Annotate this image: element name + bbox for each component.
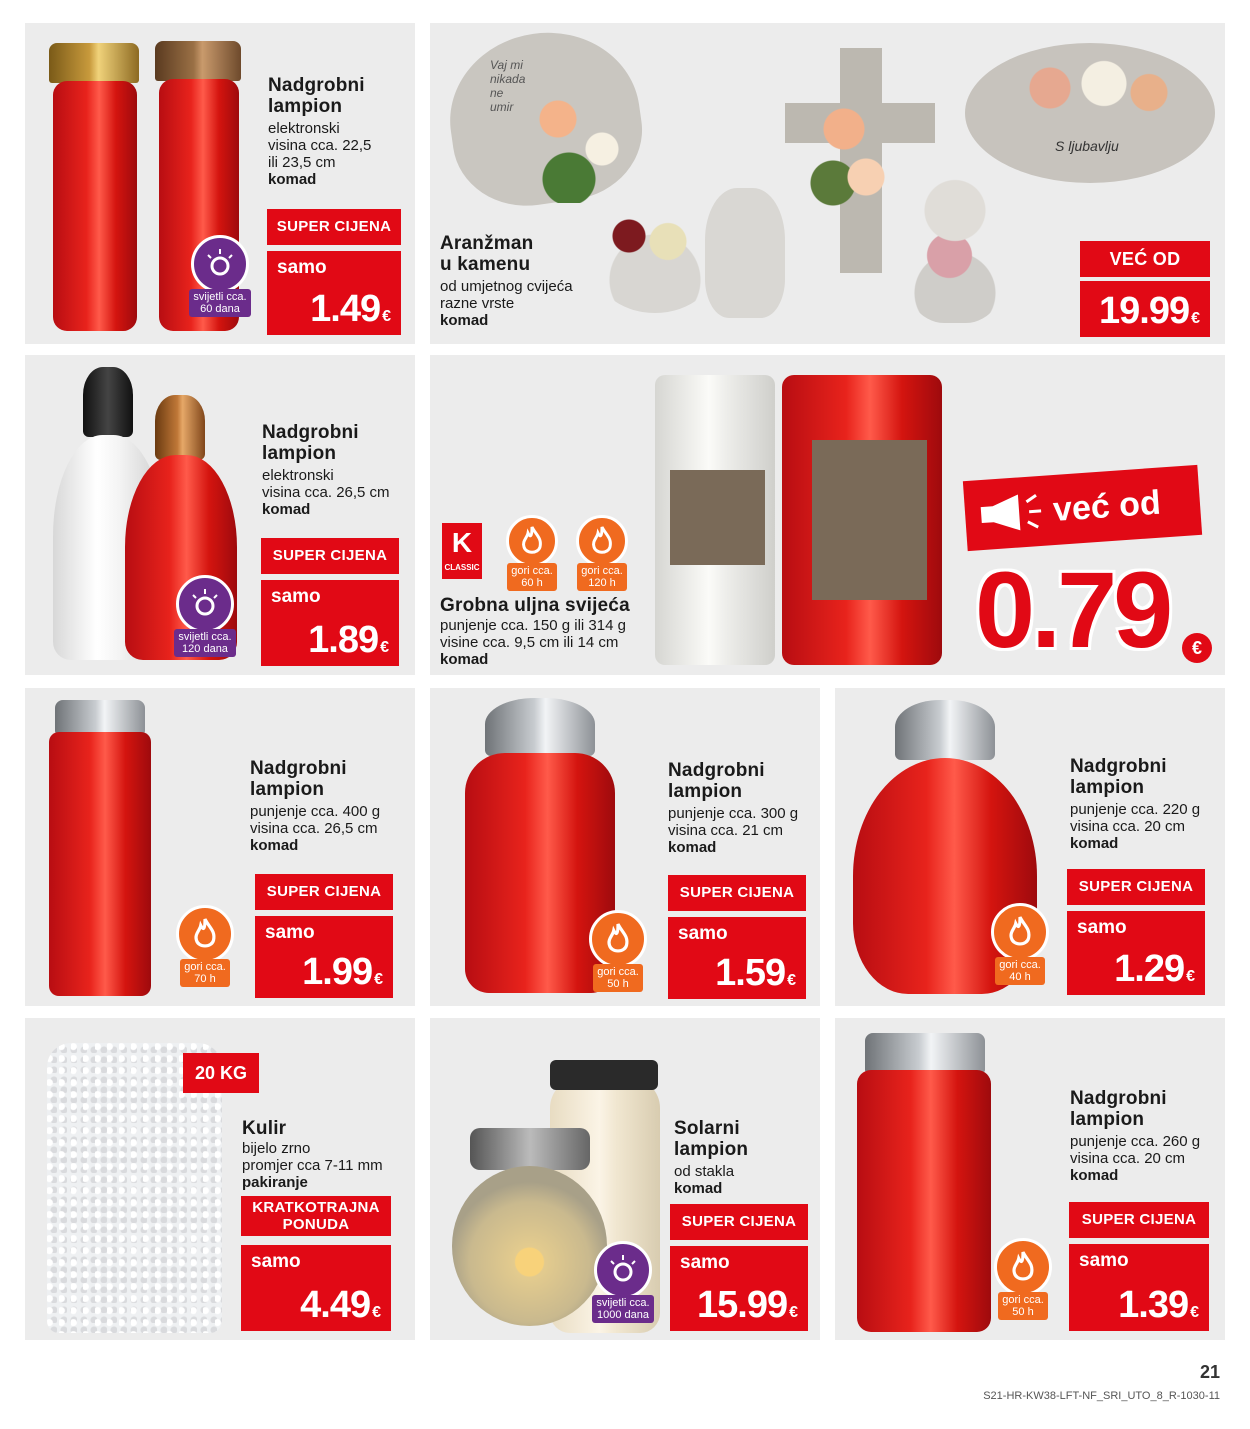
price-box: samo 1.89 € — [261, 580, 399, 666]
product-card-lampion-elektronski-1[interactable] — [25, 23, 415, 344]
price-value: 1.89 — [308, 619, 379, 661]
product-card-kulir[interactable] — [25, 1018, 415, 1340]
price-box: samo 15.99 € — [670, 1246, 808, 1331]
product-description: od stakla komad — [674, 1163, 735, 1197]
super-cijena-badge: SUPER CIJENA — [668, 875, 806, 911]
price-box: 19.99 € — [1080, 281, 1210, 337]
price-value: 1.49 — [310, 288, 381, 330]
angel-decoration — [705, 188, 785, 318]
product-description: punjenje cca. 220 g visina cca. 20 cm komad — [1070, 801, 1201, 852]
light-duration-badge: svijetli cca. 1000 dana — [578, 1241, 668, 1323]
candle-label-brown — [670, 470, 765, 565]
burn-duration-badge-60h: gori cca. 60 h — [492, 515, 572, 591]
product-title: Kulir — [242, 1118, 287, 1139]
price-box: samo 4.49 € — [241, 1245, 391, 1331]
burn-duration-badge: gori cca. 50 h — [573, 910, 663, 992]
price-value: 0.79 — [975, 549, 1170, 670]
kratkotrajna-ponuda-badge: KRATKOTRAJNA PONUDA — [241, 1196, 391, 1236]
lamp-red-jar — [53, 81, 137, 331]
burn-duration-badge: gori cca. 40 h — [975, 903, 1065, 985]
light-bulb-icon — [606, 1253, 640, 1287]
product-description: punjenje cca. 300 g visina cca. 21 cm komad — [668, 805, 799, 856]
price-box: samo 1.49 € — [267, 251, 401, 335]
lamp-cap-black — [83, 367, 133, 437]
flowers-decoration — [525, 83, 635, 203]
flame-icon — [603, 922, 633, 956]
lamp-cap-bronze — [155, 41, 241, 81]
product-title: Grobna uljna svijeća — [440, 595, 630, 616]
lamp-cap-grey — [55, 700, 145, 734]
stone-inscription: Vaj mi nikada ne umir — [490, 58, 526, 114]
megaphone-icon — [974, 489, 1047, 538]
product-description: bijelo zrno promjer cca 7-11 mm pakiranje — [242, 1140, 383, 1191]
price-box: samo 1.99 € — [255, 916, 393, 998]
super-cijena-badge: SUPER CIJENA — [255, 874, 393, 910]
lamp-cap-grey — [865, 1033, 985, 1073]
super-cijena-badge: SUPER CIJENA — [1067, 869, 1205, 905]
flame-icon — [518, 525, 546, 557]
vec-od-badge: VEĆ OD — [1080, 241, 1210, 277]
glass-jar-lid — [550, 1060, 658, 1090]
product-title: Nadgrobni lampion — [1070, 756, 1167, 798]
oval-flowers-decoration — [1005, 43, 1185, 133]
super-cijena-badge: SUPER CIJENA — [267, 209, 401, 245]
flame-icon — [588, 525, 616, 557]
product-title: Nadgrobni lampion — [668, 760, 765, 802]
solar-cap — [470, 1128, 590, 1170]
product-title: Aranžman u kamenu — [440, 233, 534, 275]
flame-icon — [190, 917, 220, 951]
lamp-red-jar — [49, 732, 151, 996]
vec-od-banner: već od — [963, 465, 1202, 551]
burn-duration-badge: gori cca. 50 h — [978, 1238, 1068, 1320]
product-description: elektronski visina cca. 22,5 ili 23,5 cm komad — [268, 120, 372, 188]
price-big — [975, 549, 1170, 670]
product-card-uljna-svijeca[interactable] — [430, 355, 1225, 675]
light-duration-badge: svijetli cca. 60 dana — [175, 235, 265, 317]
price-box: samo 1.59 € — [668, 917, 806, 999]
angel-bowl-decoration — [900, 173, 1010, 323]
price-value: 4.49 — [300, 1284, 371, 1326]
weight-tag: 20 KG — [183, 1053, 259, 1093]
product-title: Solarni lampion — [674, 1118, 749, 1160]
lamp-red-jar — [857, 1070, 991, 1332]
price-value: 15.99 — [697, 1284, 788, 1326]
page-number: 21 — [1199, 1362, 1220, 1382]
product-description: punjenje cca. 400 g visina cca. 26,5 cm komad — [250, 803, 381, 854]
flame-icon — [1005, 915, 1035, 949]
lamp-cap-grey — [895, 700, 995, 760]
product-card-lampion-220g[interactable] — [835, 688, 1225, 1006]
super-cijena-badge: SUPER CIJENA — [261, 538, 399, 574]
product-title: Nadgrobni lampion — [262, 422, 359, 464]
flame-icon — [1008, 1250, 1038, 1284]
product-description: punjenje cca. 260 g visina cca. 20 cm komad — [1070, 1133, 1201, 1184]
product-description: elektronski visina cca. 26,5 cm komad — [262, 467, 390, 518]
price-value: 1.99 — [302, 951, 373, 993]
lamp-cap-grey — [485, 698, 595, 756]
kaufland-classic-logo: K CLASSIC — [442, 523, 482, 579]
light-bulb-icon — [188, 587, 222, 621]
lamp-cap-copper — [155, 395, 205, 460]
product-card-lampion-400g[interactable] — [25, 688, 415, 1006]
burn-duration-badge-120h: gori cca. 120 h — [562, 515, 642, 591]
price-value: 1.29 — [1114, 948, 1185, 990]
product-description: punjenje cca. 150 g ili 314 g visine cca. 9,5 cm ili 14 cm komad — [440, 617, 626, 668]
price-box: samo 1.39 € — [1069, 1244, 1209, 1331]
flower-bowl-decoration — [590, 203, 720, 313]
product-description: od umjetnog cvijeća razne vrste komad — [440, 278, 573, 329]
product-card-solarni-lampion[interactable] — [430, 1018, 820, 1340]
product-card-lampion-300g[interactable] — [430, 688, 820, 1006]
price-value: 1.59 — [715, 952, 786, 994]
stone-inscription-oval: S ljubavlju — [1055, 138, 1119, 154]
light-bulb-icon — [203, 247, 237, 281]
super-cijena-badge: SUPER CIJENA — [1069, 1202, 1209, 1238]
currency-circle: € — [1182, 633, 1212, 663]
price-box: samo 1.29 € — [1067, 911, 1205, 995]
product-title: Nadgrobni lampion — [1070, 1088, 1167, 1130]
cross-flowers-decoration — [800, 93, 910, 213]
product-card-lampion-elektronski-2[interactable] — [25, 355, 415, 675]
lamp-cap-gold — [49, 43, 139, 83]
candle-label-brown — [812, 440, 927, 600]
product-title: Nadgrobni lampion — [268, 75, 365, 117]
price-value: 1.39 — [1118, 1284, 1189, 1326]
product-title: Nadgrobni lampion — [250, 758, 347, 800]
light-duration-badge: svijetli cca. 120 dana — [160, 575, 250, 657]
product-card-aranzman[interactable] — [430, 23, 1225, 344]
price-value: 19.99 — [1099, 290, 1190, 332]
super-cijena-badge: SUPER CIJENA — [670, 1204, 808, 1240]
catalog-code: S21-HR-KW38-LFT-NF_SRI_UTO_8_R-1030-11 — [983, 1390, 1220, 1402]
product-card-lampion-260g[interactable] — [835, 1018, 1225, 1340]
burn-duration-badge: gori cca. 70 h — [160, 905, 250, 987]
